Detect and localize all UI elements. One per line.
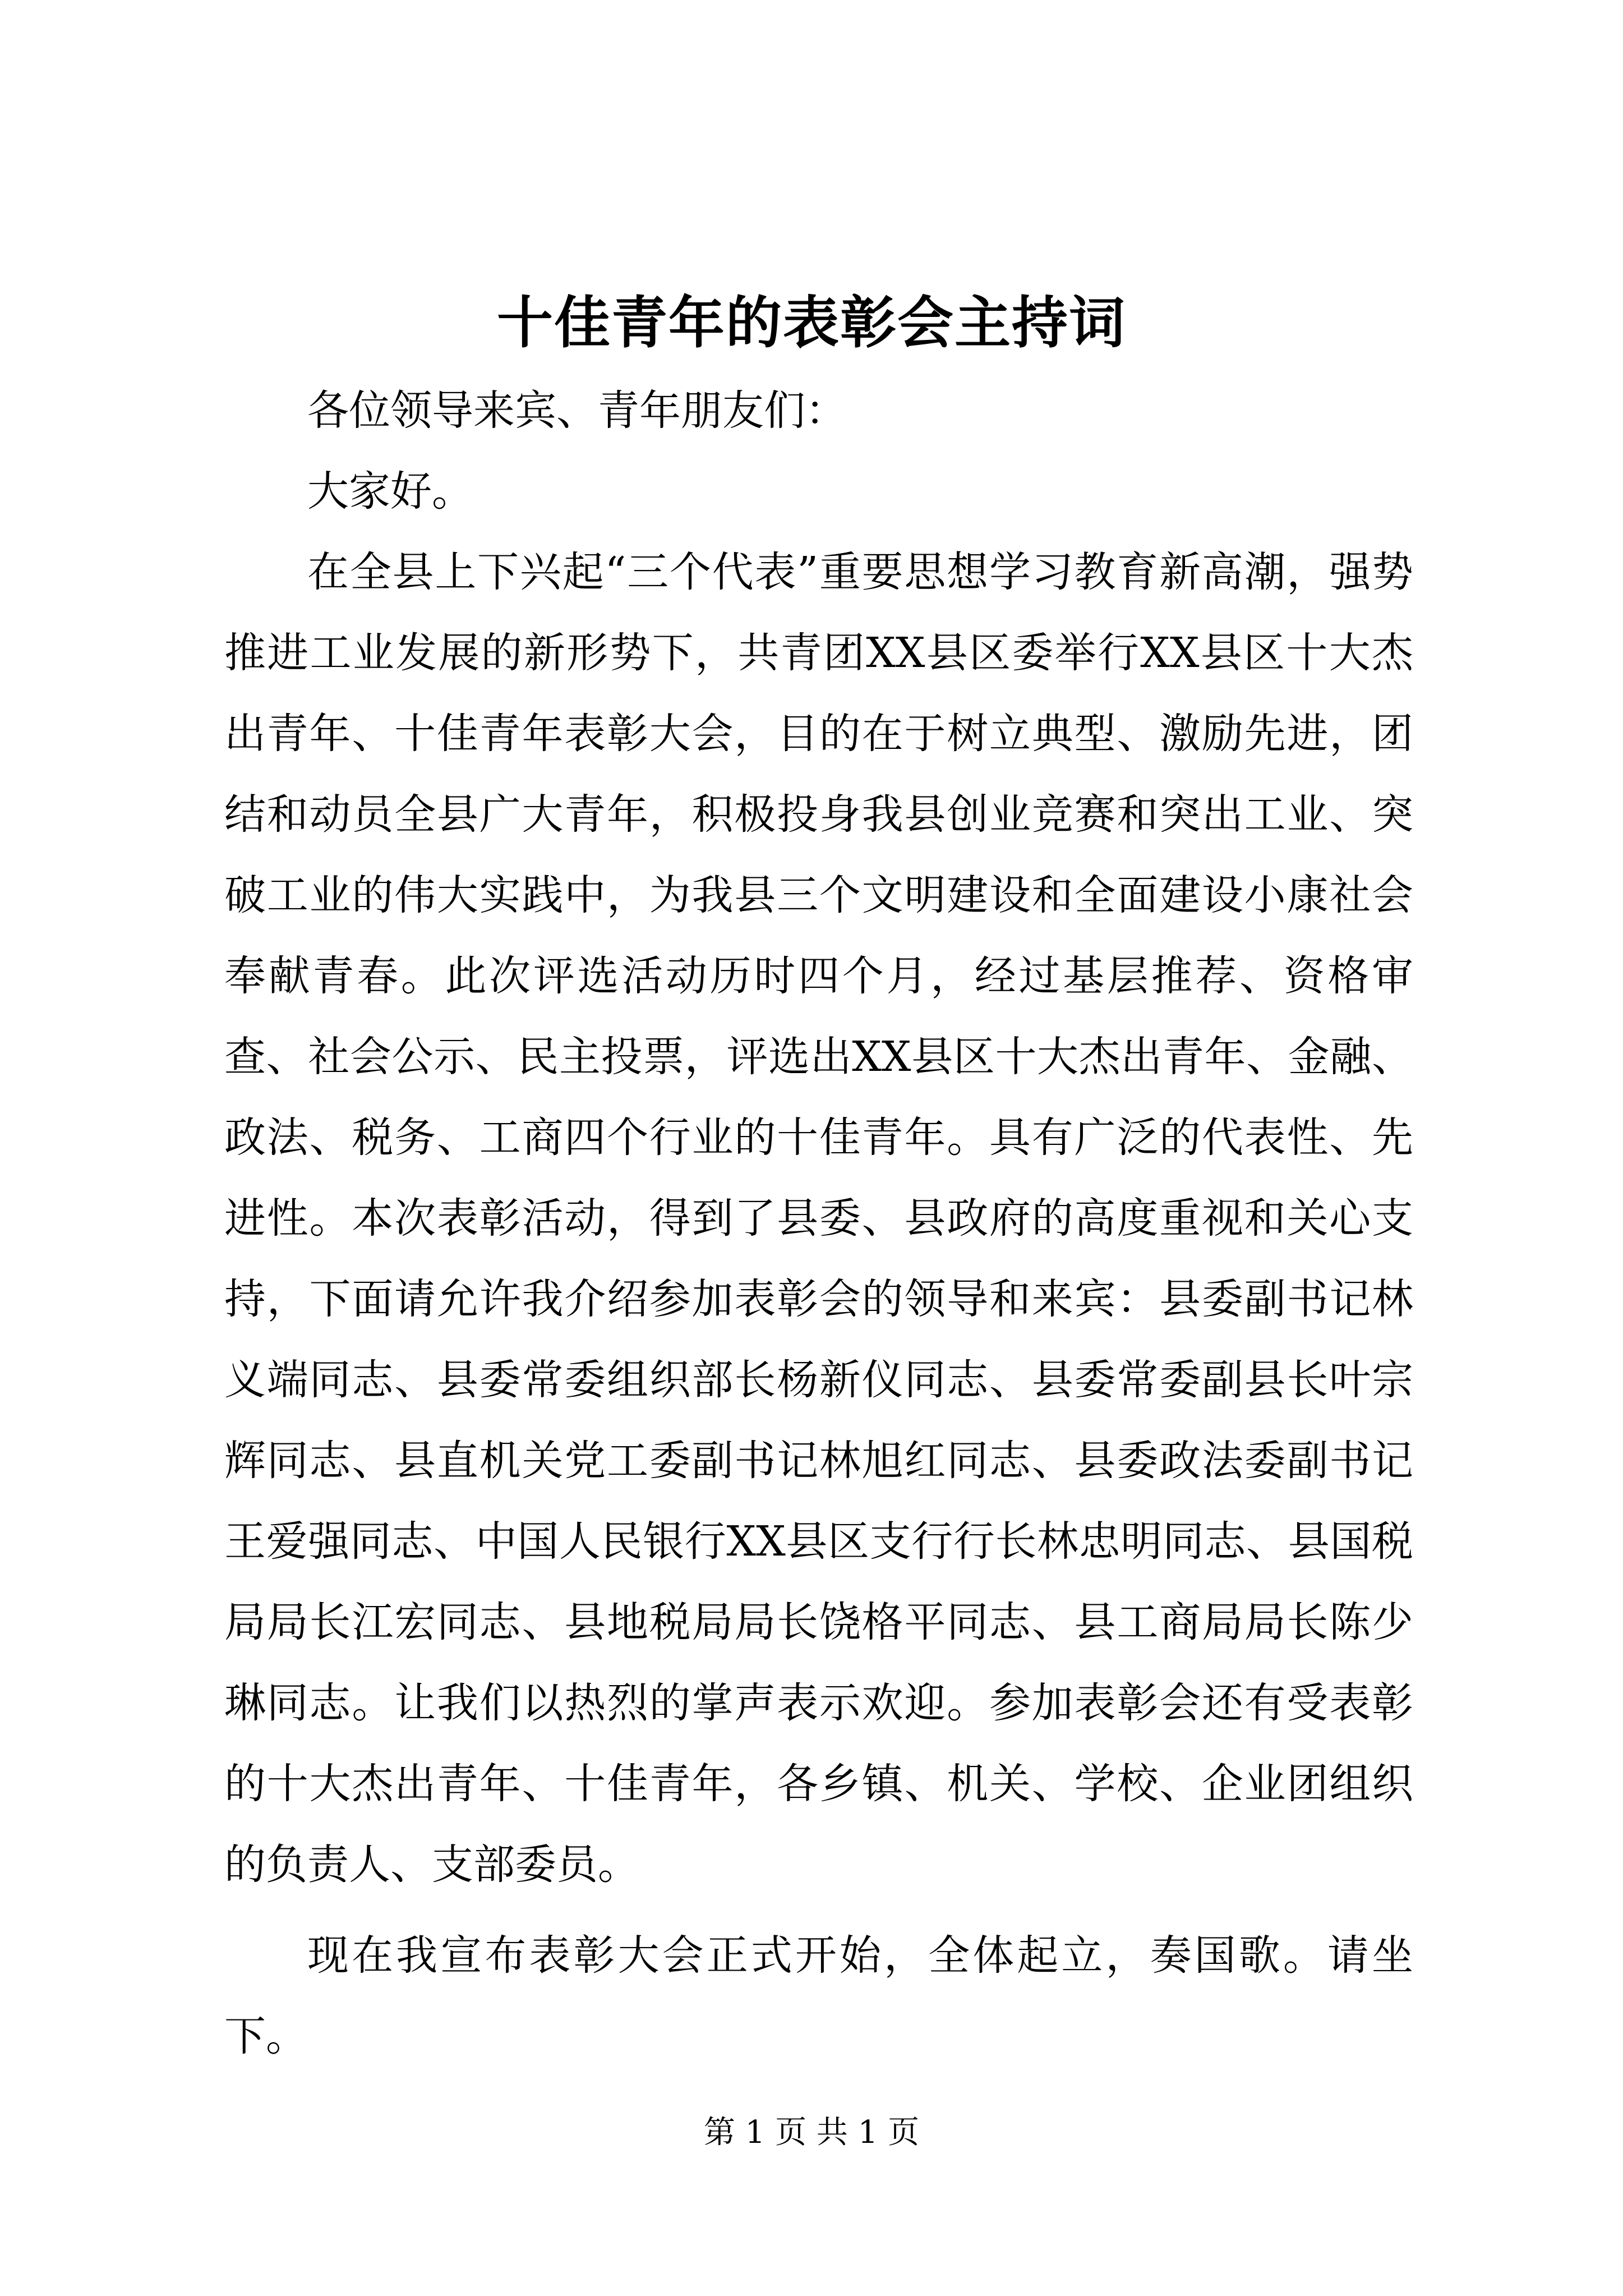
greeting-paragraph: 大家好。 [307, 467, 473, 516]
document-body [224, 370, 1413, 2077]
document-title: 十佳青年的表彰会主持词 [497, 289, 1126, 356]
page-footer: 第 1 页 共 1 页 [703, 2114, 920, 2151]
main-paragraph: 在全县上下兴起“三个代表”重要思想学习教育新高潮，强势推进工业发展的新形势下，共青团XX县区委举行XX县区十大杰出青年、十佳青年表彰大会，目的在于树立典型、激励先进，团结和动员全县广大青年，积极投身我县创业竞赛和突出工业、突破工业的伟大实践中，为我县三个文明建设和全面建设小康社会奉献青春。此次评选活动历时四个月，经过基层推荐、资格审查、社会公示、民主投票，评选出XX县区十大杰出青年、金融、政法、税务、工商四个行业的十佳青年。具有广泛的代表性、先进性。本次表彰活动，得到了县委、县政府的高度重视和关心支持，下面请允许我介绍参加表彰会的领导和来宾：县委副书记林义端同志、县委常委组织部长杨新仪同志、县委常委副县长叶宗辉同志、县直机关党工委副书记林旭红同志、县委政法委副书记王爱强同志、中国人民银行XX县区支行行长林忠明同志、县国税局局长江宏同志、县地税局局长饶格平同志、县工商局局长陈少琳同志。让我们以热烈的掌声表示欢迎。参加表彰会还有受表彰的十大杰出青年、十佳青年，各乡镇、机关、学校、企业团组织的负责人、支部委员。 [224, 548, 1413, 1889]
closing-paragraph: 现在我宣布表彰大会正式开始，全体起立，奏国歌。请坐下。 [224, 1931, 1413, 2060]
salutation-paragraph: 各位领导来宾、青年朋友们： [307, 386, 847, 435]
